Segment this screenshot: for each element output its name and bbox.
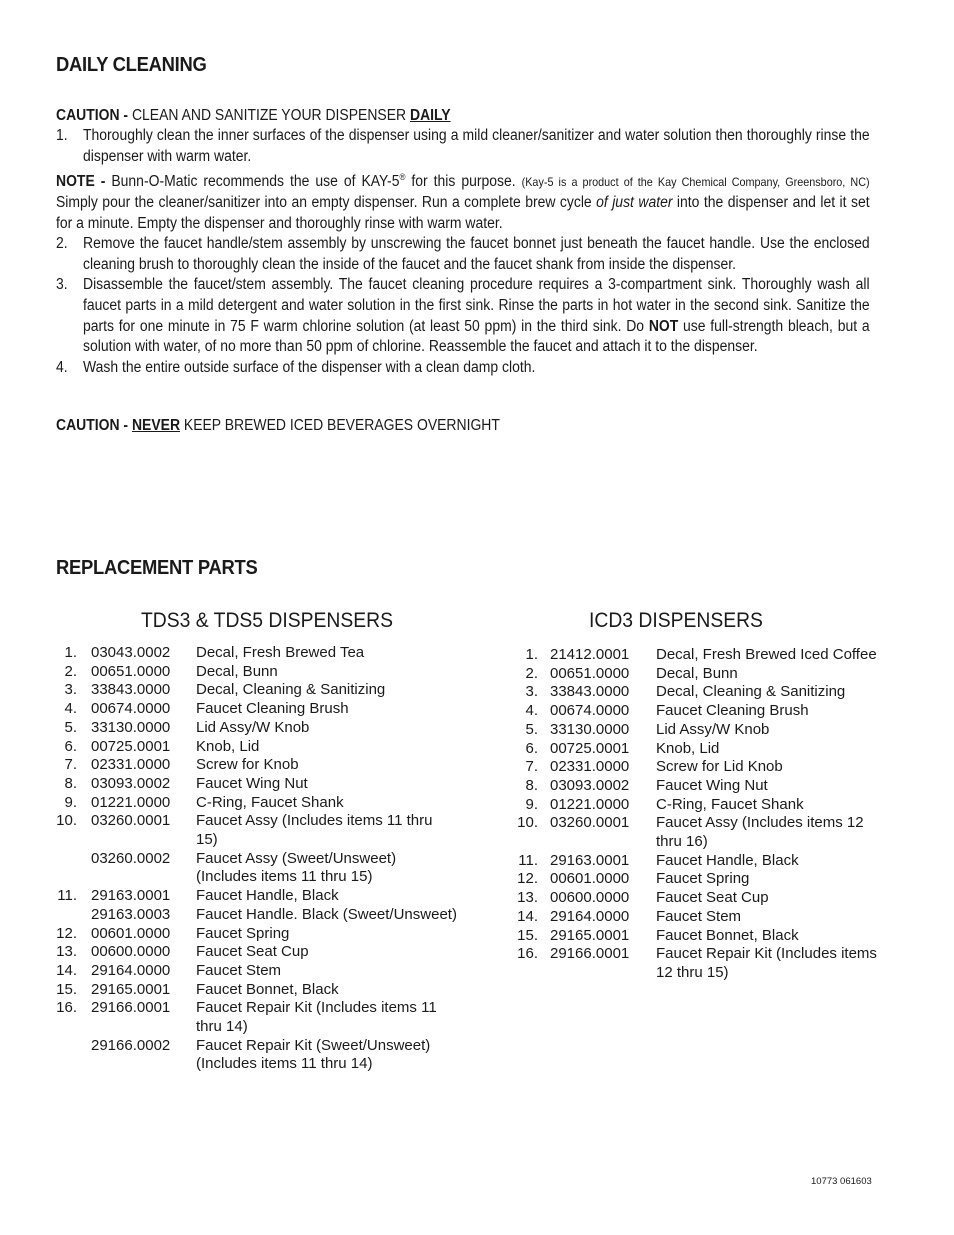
item-number: 6.	[525, 739, 538, 757]
description-line: Faucet Handle. Black (Sweet/Unsweet)	[196, 905, 457, 923]
description-line: Faucet Handle, Black	[196, 887, 339, 905]
description-line: Decal, Cleaning & Sanitizing	[656, 683, 846, 701]
description-line: Lid Assy/W Knob	[196, 718, 310, 736]
note-text-b: for this purpose.	[405, 173, 522, 191]
part-description	[196, 663, 278, 682]
step-2	[56, 234, 870, 275]
item-number: 9.	[525, 795, 538, 813]
description-line: Faucet Repair Kit (Sweet/Unsweet)	[196, 1036, 431, 1054]
caution-clean-daily	[56, 107, 451, 125]
description-line: thru 14)	[196, 1018, 248, 1035]
item-number: 4.	[64, 700, 77, 718]
item-number: 13.	[56, 943, 77, 961]
part-description	[196, 719, 309, 738]
cleaning-steps	[56, 126, 870, 378]
part-number: 03260.0002	[91, 849, 171, 867]
caution-text: CLEAN AND SANITIZE YOUR DISPENSER	[131, 107, 410, 124]
step-number: 4.	[56, 358, 68, 376]
document-code: 10773 061603	[811, 1176, 872, 1187]
step-text: Wash the entire outside surface of the dispenser with a clean damp cloth.	[83, 358, 536, 376]
part-number: 29165.0001	[550, 926, 630, 944]
item-number: 2.	[64, 662, 77, 680]
description-line: Faucet Repair Kit (Includes items 11	[196, 999, 437, 1017]
part-description	[196, 644, 364, 663]
part-number: 29163.0001	[91, 887, 171, 905]
step-text-bold: NOT	[648, 317, 679, 335]
description-line: (Includes items 11 thru 14)	[196, 1055, 373, 1073]
caution-text: KEEP BREWED ICED BEVERAGES OVERNIGHT	[180, 417, 500, 434]
description-line: Decal, Fresh Brewed Iced Coffee	[656, 646, 877, 663]
part-description	[196, 943, 309, 962]
item-number: 3.	[525, 683, 538, 701]
part-description	[656, 665, 738, 684]
description-line: Faucet Stem	[656, 907, 742, 925]
part-number: 00601.0000	[91, 924, 171, 942]
item-number: 1.	[64, 644, 77, 661]
step-number: 3.	[56, 276, 68, 294]
part-number: 00601.0000	[550, 870, 630, 888]
description-line: Decal, Cleaning & Sanitizing	[196, 681, 386, 699]
step-text-b: use full-strength bleach, but a solution with water, of no more than 50 ppm of chlorine. Reassemble the faucet and attach it to the dispenser.	[83, 317, 870, 356]
step-4	[56, 358, 870, 379]
note-kay-source: (Kay-5 is a product of the Kay Chemical Company, Greensboro, NC)	[521, 175, 870, 190]
part-number: 00600.0000	[91, 943, 171, 961]
part-number: 00600.0000	[550, 889, 630, 907]
part-number: 02331.0000	[550, 758, 630, 776]
description-line: (Includes items 11 thru 15)	[196, 868, 373, 886]
description-line: Decal, Fresh Brewed Tea	[196, 644, 365, 661]
part-description	[656, 683, 845, 702]
item-number: 10.	[517, 814, 538, 832]
item-number: 10.	[56, 812, 77, 830]
item-number: 13.	[517, 889, 538, 907]
description-line: Faucet Wing Nut	[656, 776, 768, 794]
part-number: 33843.0000	[91, 681, 171, 699]
item-number: 7.	[525, 758, 538, 776]
part-description	[196, 756, 299, 775]
part-description	[196, 775, 308, 794]
part-number: 03260.0001	[91, 812, 171, 830]
part-description	[196, 925, 289, 944]
note-paragraph	[56, 167, 870, 234]
step-3	[56, 275, 870, 357]
item-number: 1.	[525, 646, 538, 663]
step-text: Remove the faucet handle/stem assembly by unscrewing the faucet bonnet just beneath the faucet handle. Use the enclosed cleaning brush to thoroughly clean the inside of the faucet and the faucet shank from inside the dispenser.	[83, 235, 870, 273]
part-description	[196, 794, 344, 813]
item-number: 3.	[64, 681, 77, 699]
description-line: Screw for Lid Knob	[656, 758, 783, 776]
part-description	[656, 796, 804, 815]
part-number: 03260.0001	[550, 814, 630, 832]
part-description	[196, 681, 385, 700]
item-number: 6.	[64, 737, 77, 755]
part-number: 21412.0001	[550, 646, 630, 663]
part-description	[656, 740, 719, 759]
item-number: 12.	[56, 924, 77, 942]
description-line: Faucet Assy (Includes items 11 thru	[196, 812, 433, 830]
part-description	[656, 908, 741, 927]
description-line: Faucet Spring	[196, 924, 290, 942]
caution-emphasis: NEVER	[131, 417, 181, 434]
part-number: 00651.0000	[550, 664, 630, 682]
part-description	[656, 945, 877, 982]
part-description	[656, 870, 749, 889]
item-number: 15.	[56, 980, 77, 998]
part-number: 33130.0000	[550, 720, 630, 738]
tds-dispensers-title: TDS3 & TDS5 DISPENSERS	[141, 609, 393, 632]
item-number: 5.	[525, 720, 538, 738]
part-description	[656, 777, 768, 796]
description-line: Faucet Repair Kit (Includes items	[656, 945, 877, 963]
part-description	[196, 999, 437, 1036]
part-number: 29166.0001	[91, 999, 171, 1017]
item-number: 2.	[525, 664, 538, 682]
step-text-a: Disassemble the faucet/stem assembly. The faucet cleaning procedure requires a 3-compartment sink. Thoroughly wash all faucet parts in a mild detergent and water solution in the first sink. Rinse the parts in hot water in the second sink. Sanitize the parts for one minute in 75 F warm chlorine solution (at least 50 ppm) in the third sink. Do	[83, 276, 870, 335]
item-number: 16.	[517, 945, 538, 963]
note-text-a: Bunn-O-Matic recommends the use of KAY-5	[111, 173, 400, 191]
step-number: 1.	[56, 127, 68, 144]
part-description	[196, 812, 433, 849]
part-number: 29163.0003	[91, 905, 171, 923]
description-line: Faucet Wing Nut	[196, 774, 308, 792]
daily-cleaning-heading: DAILY CLEANING	[56, 54, 207, 76]
description-line: C-Ring, Faucet Shank	[196, 793, 344, 811]
caution-emphasis: DAILY	[409, 107, 451, 124]
part-description	[656, 927, 799, 946]
part-description	[196, 738, 259, 757]
replacement-parts-heading: REPLACEMENT PARTS	[56, 557, 258, 579]
part-number: 00725.0001	[91, 737, 171, 755]
part-number: 29164.0000	[91, 961, 171, 979]
caution-label: CAUTION -	[56, 107, 132, 124]
part-number: 03093.0002	[91, 774, 171, 792]
description-line: thru 16)	[656, 833, 708, 850]
description-line: Faucet Assy (Includes items 12	[656, 814, 864, 832]
part-description	[656, 702, 809, 721]
part-number: 01221.0000	[550, 795, 630, 813]
part-number: 33130.0000	[91, 718, 171, 736]
note-label: NOTE -	[56, 173, 112, 191]
part-number: 00674.0000	[91, 700, 171, 718]
item-number: 4.	[525, 702, 538, 720]
part-description	[196, 850, 396, 887]
part-number: 03043.0002	[91, 644, 171, 661]
part-number: 00725.0001	[550, 739, 630, 757]
part-description	[656, 814, 864, 851]
item-number: 14.	[56, 961, 77, 979]
part-description	[656, 889, 769, 908]
part-description	[656, 721, 769, 740]
note-italic: of just water	[596, 193, 673, 211]
item-number: 5.	[64, 718, 77, 736]
part-description	[196, 981, 339, 1000]
part-description	[196, 700, 349, 719]
part-number: 00651.0000	[91, 662, 171, 680]
description-line: Faucet Bonnet, Black	[196, 980, 339, 998]
description-line: 15)	[196, 831, 218, 848]
part-number: 01221.0000	[91, 793, 171, 811]
part-description	[656, 758, 783, 777]
caution-label: CAUTION -	[56, 417, 132, 434]
part-number: 29164.0000	[550, 907, 630, 925]
description-line: Faucet Bonnet, Black	[656, 926, 799, 944]
description-line: Faucet Cleaning Brush	[656, 702, 809, 720]
part-number: 29166.0001	[550, 945, 630, 963]
registered-mark: ®	[399, 172, 406, 183]
item-number: 11.	[57, 887, 77, 905]
description-line: Faucet Assy (Sweet/Unsweet)	[196, 849, 397, 867]
item-number: 15.	[517, 926, 538, 944]
step-1	[56, 126, 870, 167]
tds-parts-list	[56, 644, 476, 1094]
description-line: Knob, Lid	[196, 737, 260, 755]
item-number: 16.	[56, 999, 77, 1017]
part-description	[196, 906, 457, 925]
description-line: Faucet Spring	[656, 870, 750, 888]
step-text: Thoroughly clean the inner surfaces of the dispenser using a mild cleaner/sanitizer and water solution then thoroughly rinse the dispenser with warm water.	[83, 127, 870, 165]
description-line: Faucet Seat Cup	[656, 889, 769, 907]
item-number: 11.	[518, 851, 538, 869]
description-line: Faucet Handle, Black	[656, 851, 799, 869]
description-line: Knob, Lid	[656, 739, 720, 757]
description-line: Faucet Seat Cup	[196, 943, 309, 961]
part-number: 29163.0001	[550, 851, 630, 869]
step-number: 2.	[56, 235, 68, 253]
description-line: Lid Assy/W Knob	[656, 720, 770, 738]
item-number: 8.	[64, 774, 77, 792]
item-number: 12.	[517, 870, 538, 888]
item-number: 14.	[517, 907, 538, 925]
icd3-parts-list	[516, 646, 916, 1006]
item-number: 8.	[525, 776, 538, 794]
part-description	[196, 962, 281, 981]
part-number: 03093.0002	[550, 776, 630, 794]
part-description	[656, 646, 877, 665]
part-number: 29165.0001	[91, 980, 171, 998]
description-line: Decal, Bunn	[656, 664, 738, 682]
item-number: 7.	[64, 756, 77, 774]
description-line: C-Ring, Faucet Shank	[656, 795, 804, 813]
part-description	[656, 852, 799, 871]
description-line: Decal, Bunn	[196, 662, 278, 680]
part-number: 29166.0002	[91, 1036, 171, 1054]
description-line: Screw for Knob	[196, 756, 299, 774]
part-description	[196, 1037, 430, 1074]
part-number: 02331.0000	[91, 756, 171, 774]
caution-overnight	[56, 417, 500, 435]
note-text-c: Simply pour the cleaner/sanitizer into an empty dispenser. Run a complete brew cycle	[56, 193, 597, 211]
item-number: 9.	[64, 793, 77, 811]
description-line: Faucet Stem	[196, 961, 282, 979]
icd3-dispensers-title: ICD3 DISPENSERS	[589, 609, 763, 632]
part-number: 00674.0000	[550, 702, 630, 720]
note-text-d: into the dispenser and let it set for a minute. Empty the dispenser and thoroughly rinse with warm water.	[56, 193, 870, 232]
description-line: Faucet Cleaning Brush	[196, 700, 349, 718]
part-description	[196, 887, 339, 906]
description-line: 12 thru 15)	[656, 963, 729, 981]
part-number: 33843.0000	[550, 683, 630, 701]
